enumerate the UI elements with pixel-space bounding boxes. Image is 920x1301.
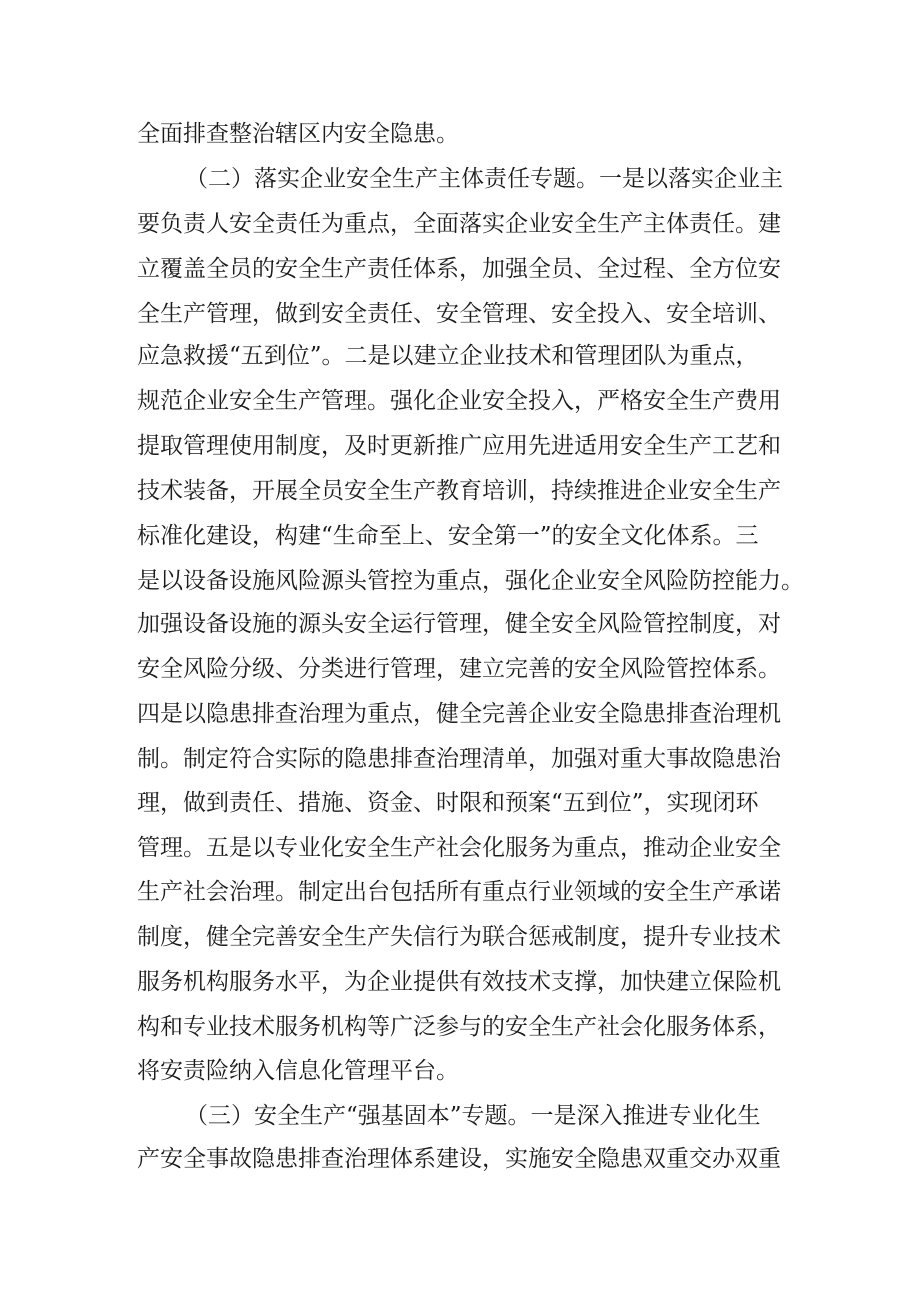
- text-line: 全生产管理，做到安全责任、安全管理、安全投入、安全培训、: [137, 301, 781, 327]
- text-line: 全面排查整治辖区内安全隐患。: [137, 121, 459, 147]
- text-line: 管理。五是以专业化安全生产社会化服务为重点，推动企业安全: [137, 835, 781, 861]
- section-heading-2: （二）落实企业安全生产主体责任专题。一是以落实企业主: [185, 166, 783, 192]
- text-line: 四是以隐患排查治理为重点，健全完善企业安全隐患排查治理机: [137, 701, 781, 727]
- section-heading-3: （三）安全生产“强基固本”专题。一是深入推进专业化生: [185, 1103, 761, 1129]
- text-line: 服务机构服务水平，为企业提供有效技术支撑，加快建立保险机: [137, 969, 781, 995]
- text-line: 标准化建设，构建“生命至上、安全第一”的安全文化体系。三: [137, 523, 759, 549]
- text-line: 将安责险纳入信息化管理平台。: [137, 1058, 459, 1084]
- text-line: 规范企业安全生产管理。强化企业安全投入，严格安全生产费用: [137, 388, 781, 414]
- text-line: 立覆盖全员的安全生产责任体系，加强全员、全过程、全方位安: [137, 256, 781, 282]
- text-line: 是以设备设施风险源头管控为重点，强化企业安全风险防控能力。: [137, 568, 804, 594]
- text-line: 提取管理使用制度，及时更新推广应用先进适用安全生产工艺和: [137, 433, 781, 459]
- text-line: 制。制定符合实际的隐患排查治理清单，加强对重大事故隐患治: [137, 746, 781, 772]
- text-line: 技术装备，开展全员安全生产教育培训，持续推进企业安全生产: [137, 478, 781, 504]
- text-line: 加强设备设施的源头安全运行管理，健全安全风险管控制度，对: [137, 611, 781, 637]
- text-line: 构和专业技术服务机构等广泛参与的安全生产社会化服务体系，: [137, 1014, 781, 1040]
- text-line: 产安全事故隐患排查治理体系建设，实施安全隐患双重交办双重: [137, 1146, 781, 1172]
- text-line: 生产社会治理。制定出台包括所有重点行业领域的安全生产承诺: [137, 879, 781, 905]
- text-line: 理，做到责任、措施、资金、时限和预案“五到位”，实现闭环: [137, 790, 759, 816]
- text-line: 制度，健全完善安全生产失信行为联合惩戒制度，提升专业技术: [137, 924, 781, 950]
- text-line: 安全风险分级、分类进行管理，建立完善的安全风险管控体系。: [137, 656, 781, 682]
- text-line: 要负责人安全责任为重点，全面落实企业安全生产主体责任。建: [137, 211, 781, 237]
- text-line: 应急救援“五到位”。二是以建立企业技术和管理团队为重点，: [137, 343, 759, 369]
